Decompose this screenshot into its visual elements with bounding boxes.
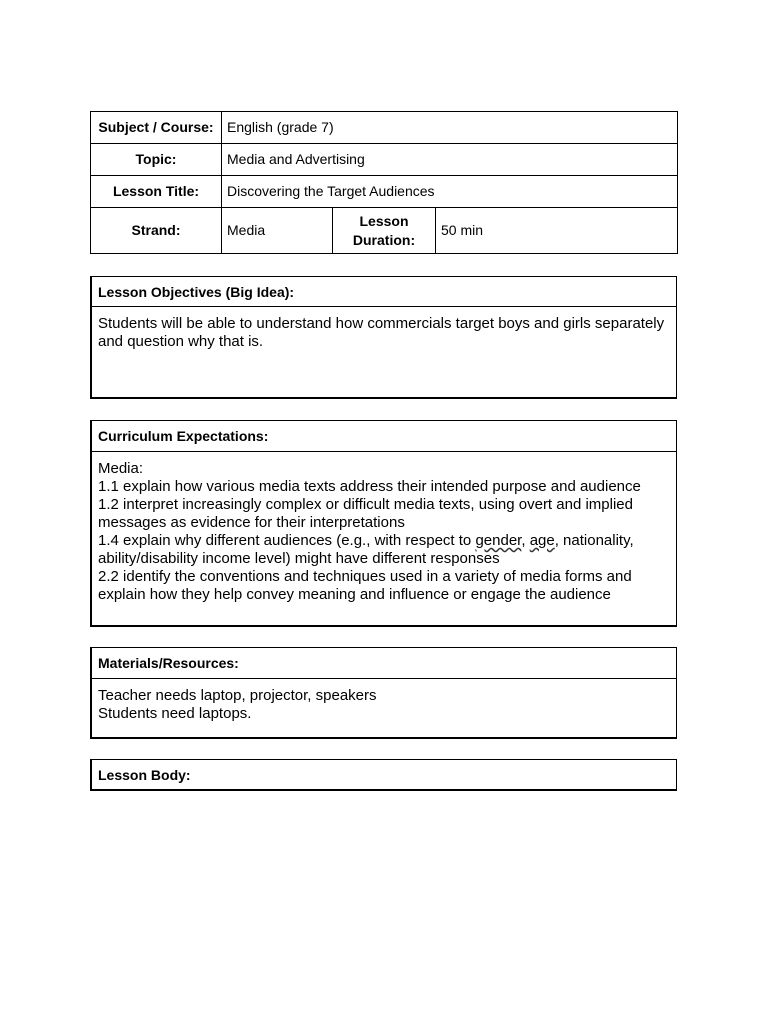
- curriculum-text: , nationality,: [554, 532, 634, 549]
- materials-line: Students need laptops.: [98, 705, 252, 722]
- topic-label: Topic:: [91, 144, 222, 176]
- curriculum-line: Media:: [98, 460, 144, 477]
- subject-label: Subject / Course:: [91, 112, 222, 144]
- curriculum-expectations-body: [92, 452, 676, 604]
- lesson-title-value: Discovering the Target Audiences: [222, 176, 678, 208]
- materials-line: Teacher needs laptop, projector, speakers: [98, 687, 377, 704]
- lesson-objectives-heading: Lesson Objectives (Big Idea):: [92, 277, 676, 307]
- curriculum-expectations-heading: Curriculum Expectations:: [92, 421, 676, 452]
- materials-resources-box: [90, 647, 677, 739]
- topic-value: Media and Advertising: [222, 144, 678, 176]
- curriculum-text: ,: [521, 532, 530, 549]
- curriculum-line: [98, 532, 670, 550]
- lesson-objectives-box: [90, 276, 677, 399]
- lesson-body-heading: Lesson Body:: [98, 766, 191, 783]
- strand-row: [91, 208, 678, 254]
- curriculum-line: 2.2 identify the conventions and techniques used in a variety of media forms and: [98, 568, 632, 585]
- lesson-duration-label-line1: Lesson: [359, 212, 409, 229]
- curriculum-expectations-box: [90, 420, 677, 627]
- curriculum-line: explain how they help convey meaning and influence or engage the audience: [98, 586, 611, 603]
- curriculum-line: ability/disability income level) might have different responses: [98, 550, 500, 567]
- curriculum-line: 1.1 explain how various media texts address their intended purpose and audience: [98, 478, 641, 495]
- materials-resources-body: [92, 679, 676, 723]
- lesson-info-table: [90, 111, 678, 254]
- subject-value: English (grade 7): [222, 112, 678, 144]
- strand-value: Media: [222, 208, 333, 254]
- curriculum-line: messages as evidence for their interpretations: [98, 514, 405, 531]
- lesson-objectives-body: [92, 307, 676, 351]
- curriculum-text: 1.4 explain why different audiences (e.g., with respect to: [98, 532, 476, 549]
- curriculum-line: 1.2 interpret increasingly complex or difficult media texts, using overt and implied: [98, 496, 633, 513]
- lesson-duration-label-line2: Duration:: [352, 231, 416, 248]
- lesson-duration-value: 50 min: [436, 208, 678, 254]
- lesson-title-label: Lesson Title:: [91, 176, 222, 208]
- spellcheck-word-age: age: [529, 532, 555, 549]
- subject-row: [91, 112, 678, 144]
- objectives-line: Students will be able to understand how commercials target boys and girls separately: [98, 315, 665, 332]
- spellcheck-word-gender: gender: [475, 532, 522, 549]
- objectives-line: and question why that is.: [98, 333, 264, 350]
- materials-resources-heading: Materials/Resources:: [92, 648, 676, 679]
- lesson-body-box: [90, 759, 677, 791]
- lesson-duration-label: [333, 208, 436, 254]
- topic-row: [91, 144, 678, 176]
- strand-label: Strand:: [91, 208, 222, 254]
- lesson-title-row: [91, 176, 678, 208]
